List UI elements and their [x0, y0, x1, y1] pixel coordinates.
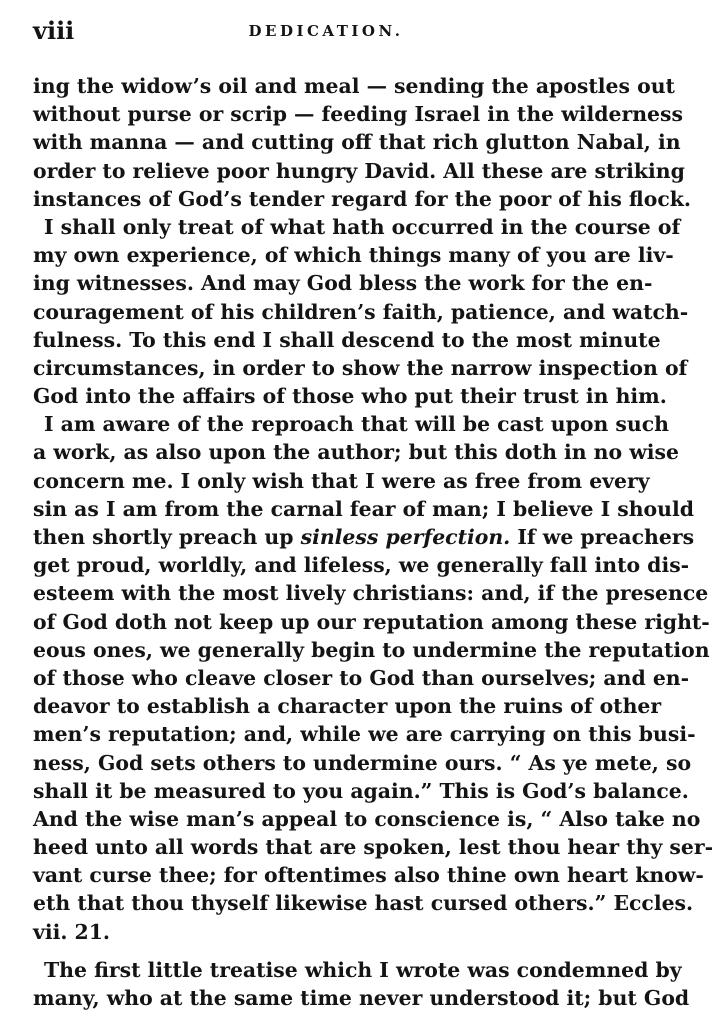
text-line: deavor to establish a character upon the ruins of other	[33, 694, 662, 719]
text-line: of those who cleave closer to God than ourselves; and en-	[33, 665, 690, 690]
page-header	[0, 14, 652, 48]
text-line: vii. 21.	[33, 919, 111, 944]
text-fragment: If we preachers	[517, 525, 695, 549]
text-fragment: then shortly preach up	[33, 525, 294, 549]
text-line: shall it be measured to you again.” This is God’s balance.	[33, 778, 689, 803]
paragraph	[33, 410, 713, 946]
paragraph	[33, 956, 690, 1012]
text-line: I am aware of the reproach that will be cast upon such	[44, 412, 669, 437]
text-line: circumstances, in order to show the narrow inspection of	[33, 355, 688, 380]
italic-phrase: sinless perfection.	[300, 525, 511, 549]
text-line: order to relieve poor hungry David. All these are striking	[33, 158, 685, 183]
page-number: viii	[33, 16, 75, 45]
text-line: ing witnesses. And may God bless the work for the en-	[33, 271, 653, 296]
text-line: fulness. To this end I shall descend to the most minute	[33, 327, 661, 352]
text-line: many, who at the same time never understood it; but God	[33, 986, 690, 1010]
paragraph	[33, 72, 691, 213]
text-line: And the wise man’s appeal to conscience is, “ Also take no	[33, 806, 701, 831]
text-line: sin as I am from the carnal fear of man; I believe I should	[33, 496, 694, 521]
text-line: a work, as also upon the author; but this doth in no wise	[33, 440, 679, 465]
text-line: eous ones, we generally begin to undermine the reputation	[33, 637, 710, 662]
text-line: ness, God sets others to undermine ours. “ As ye mete, so	[33, 750, 692, 775]
text-line: concern me. I only wish that I were as free from every	[33, 468, 650, 493]
text-line: vant curse thee; for oftentimes also thine own heart know-	[33, 863, 704, 888]
text-line: God into the affairs of those who put their trust in him.	[33, 384, 667, 409]
body-text	[33, 72, 713, 1012]
text-line: my own experience, of which things many of you are liv-	[33, 243, 674, 268]
text-line: with manna — and cutting off that rich glutton Nabal, in	[33, 130, 681, 155]
text-line: without purse or scrip — feeding Israel in the wilderness	[33, 102, 683, 127]
text-line: eth that thou thyself likewise hast cursed others.” Eccles.	[33, 891, 694, 916]
running-head: DEDICATION.	[248, 22, 404, 40]
paragraph	[33, 213, 689, 410]
text-line: The first little treatise which I wrote was condemned by	[44, 957, 682, 982]
text-line: heed unto all words that are spoken, lest thou hear thy ser-	[33, 835, 713, 860]
text-line: men’s reputation; and, while we are carrying on this busi-	[33, 722, 696, 747]
text-line: I shall only treat of what hath occurred in the course of	[44, 214, 681, 239]
text-line: couragement of his children’s faith, patience, and watch-	[33, 299, 689, 324]
text-line: ing the widow’s oil and meal — sending the apostles out	[33, 74, 675, 98]
text-line: instances of God’s tender regard for the poor of his flock.	[33, 186, 691, 211]
text-line: of God doth not keep up our reputation among these right-	[33, 609, 710, 634]
text-line-with-italic	[33, 523, 695, 551]
text-line: esteem with the most lively christians: and, if the presence	[33, 581, 709, 606]
text-line: get proud, worldly, and lifeless, we generally fall into dis-	[33, 553, 690, 578]
